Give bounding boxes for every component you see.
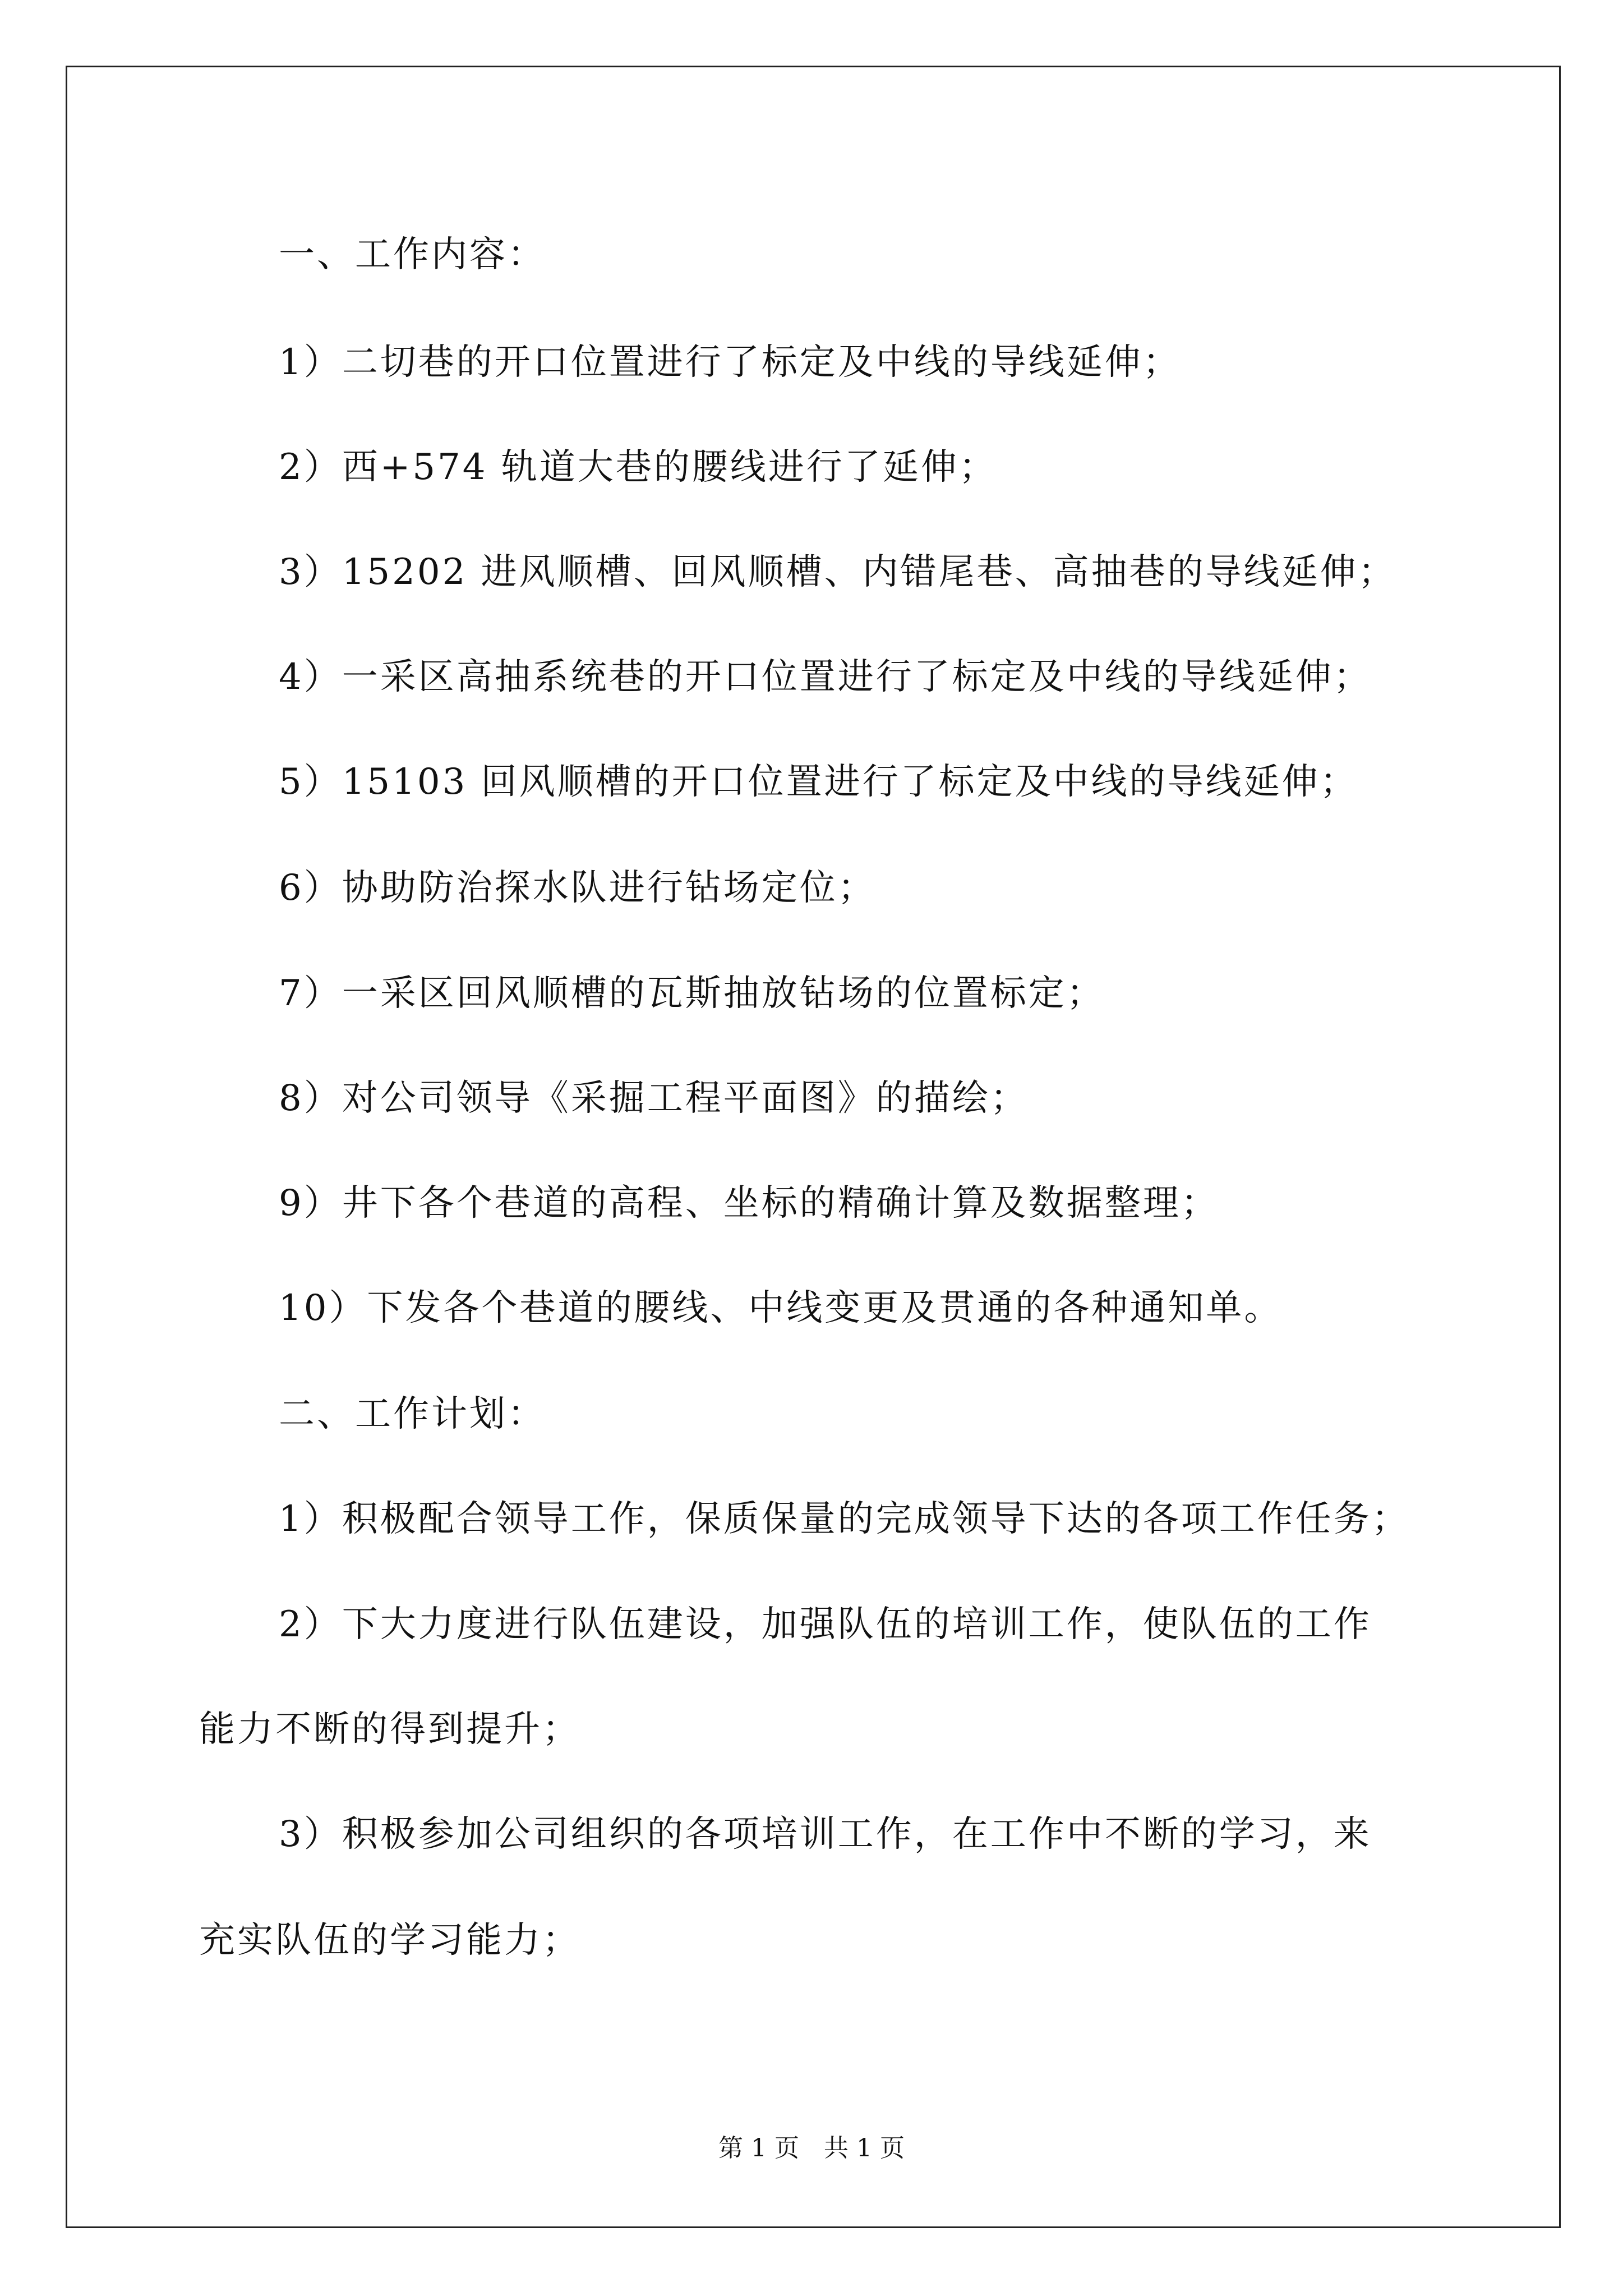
section-heading-work-content: 一、工作内容： — [279, 234, 546, 275]
plan-item-2: 2）下大力度进行队伍建设，加强队伍的培训工作，使队伍的工作 — [279, 1604, 1372, 1645]
paragraph-item-4: 4）一采区高抽系统巷的开口位置进行了标定及中线的导线延伸； — [279, 656, 1372, 698]
plan-item-1: 1）积极配合领导工作，保质保量的完成领导下达的各项工作任务； — [279, 1498, 1410, 1540]
paragraph-item-10: 10）下发各个巷道的腰线、中线变更及贯通的各种通知单。 — [279, 1287, 1283, 1329]
paragraph-item-6: 6）协助防治探水队进行钻场定位； — [279, 867, 876, 909]
paragraph-item-8: 8）对公司领导《采掘工程平面图》的描绘； — [279, 1078, 1029, 1119]
page-number-footer: 第 1 页 共 1 页 — [718, 2134, 905, 2162]
paragraph-item-5: 5）15103 回风顺槽的开口位置进行了标定及中线的导线延伸； — [279, 761, 1358, 803]
paragraph-item-7: 7）一采区回风顺槽的瓦斯抽放钻场的位置标定； — [279, 973, 1105, 1014]
plan-item-3-continuation: 充实队伍的学习能力； — [199, 1920, 580, 1961]
section-heading-work-plan: 二、工作计划： — [279, 1393, 546, 1435]
page-border — [66, 66, 1561, 2228]
paragraph-item-3: 3）15202 进风顺槽、回风顺槽、内错尾巷、高抽巷的导线延伸； — [279, 551, 1396, 593]
plan-item-3: 3）积极参加公司组织的各项培训工作，在工作中不断的学习，来 — [279, 1814, 1372, 1855]
paragraph-item-9: 9）井下各个巷道的高程、坐标的精确计算及数据整理； — [279, 1182, 1219, 1224]
paragraph-item-2: 2）西+574 轨道大巷的腰线进行了延伸； — [279, 447, 997, 488]
plan-item-2-continuation: 能力不断的得到提升； — [199, 1709, 580, 1750]
paragraph-item-1: 1）二切巷的开口位置进行了标定及中线的导线延伸； — [279, 342, 1181, 383]
